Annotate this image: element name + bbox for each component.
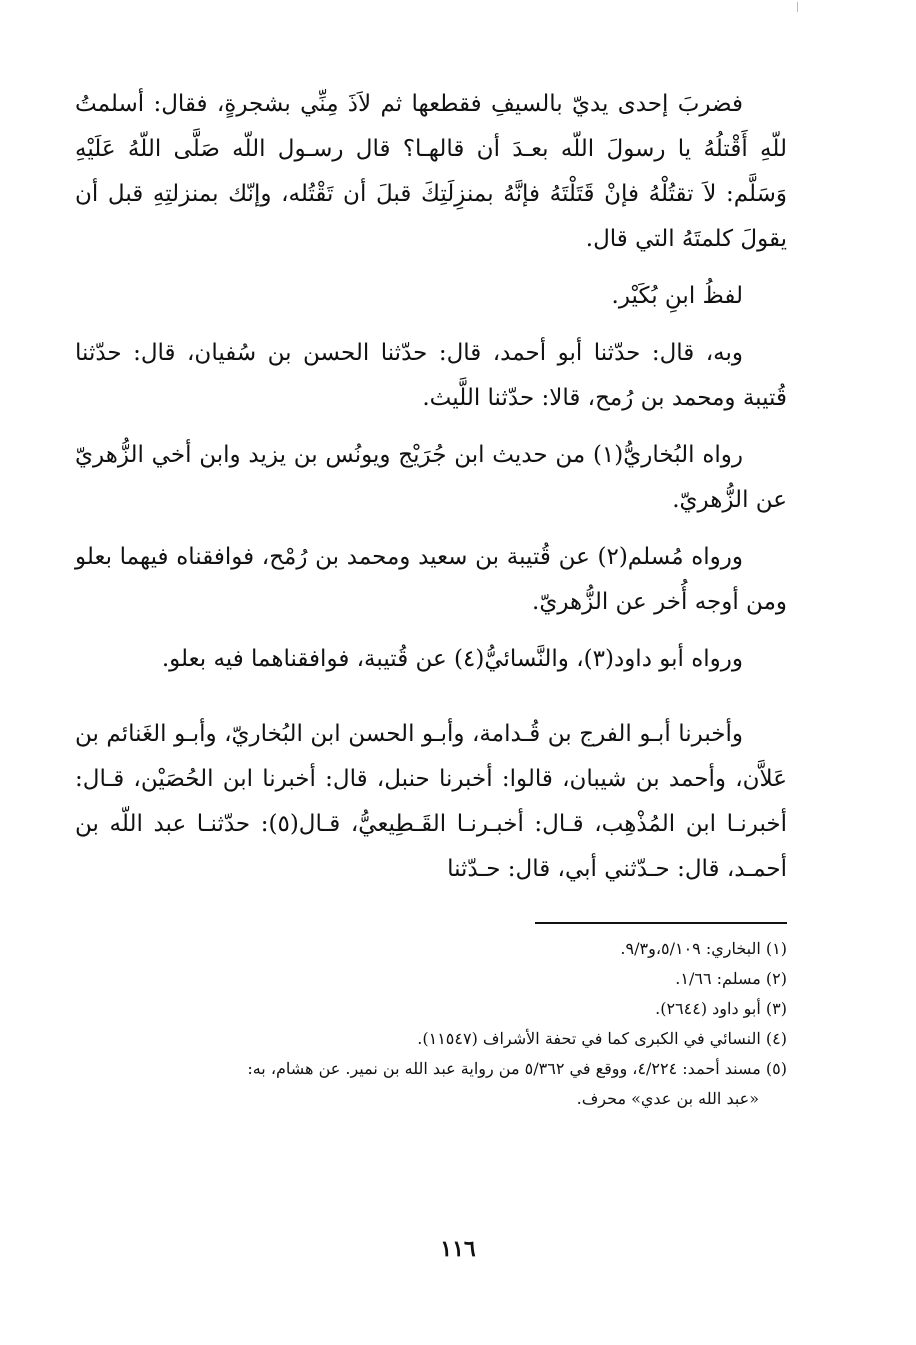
scan-mark bbox=[797, 2, 798, 12]
paragraph-2: لفظُ ابنِ بُكَيْر. bbox=[611, 283, 743, 309]
page-number: ١١٦ bbox=[440, 1236, 476, 1262]
paragraph-5: ورواه مُسلم(٢) عن قُتيبة بن سعيد ومحمد بن رُمْح، فوافقناه فيهما بعلو ومن أوجه أُخر عن الزُّهريّ. bbox=[75, 544, 787, 615]
paragraph-6: ورواه أبو داود(٣)، والنَّسائيُّ(٤) عن قُتيبة، فوافقناهما فيه بعلو. bbox=[161, 646, 743, 672]
page-body bbox=[75, 82, 787, 1114]
footnote-divider bbox=[535, 922, 787, 924]
paragraph-3: وبه، قال: حدّثنا أبو أحمد، قال: حدّثنا الحسن بن سُفيان، قال: حدّثنا قُتيبة ومحمد بن رُمح، قالا: حدّثنا اللَّيث. bbox=[75, 340, 787, 411]
footnote-5: (٥) مسند أحمد: ٤/٢٢٤، ووقع في ٥/٣٦٢ من رواية عبد الله بن نمير. عن هشام، به: bbox=[247, 1059, 787, 1078]
paragraph-4: رواه البُخاريُّ(١) من حديث ابن جُرَيْج ويونُس بن يزيد وابن أخي الزُّهريّ عن الزُّهريّ. bbox=[75, 442, 787, 513]
footnote-3: (٣) أبو داود (٢٦٤٤). bbox=[655, 999, 787, 1018]
footnote-2: (٢) مسلم: ١/٦٦. bbox=[675, 969, 787, 988]
paragraph-1: فضربَ إحدى يديّ بالسيفِ فقطعها ثم لاَذَ مِنِّي بشجرةٍ، فقال: أسلمتُ للّهِ أَقْتلُهُ يا رسولَ اللّه بعـدَ أن قالهـا؟ قال رسـول اللّه صَلَّى اللّهُ عَلَيْهِ وَسَلَّم: لاَ تقتُلْهُ فإنْ قَتَلْتَهُ فإنَّهُ بمنزِلَتِكَ قبلَ أن تَقْتُله، وإنّك بمنزلتِهِ قبل أن يقولَ كلمتَهُ التي قال. bbox=[75, 91, 787, 252]
footnote-5-continuation: «عبد الله بن عدي» محرف. bbox=[576, 1089, 759, 1108]
footnote-4: (٤) النسائي في الكبرى كما في تحفة الأشراف (١١٥٤٧). bbox=[417, 1029, 787, 1048]
footnote-1: (١) البخاري: ٥/١٠٩،و٩/٣. bbox=[620, 939, 787, 958]
footnotes bbox=[75, 934, 787, 1114]
paragraph-7: وأخبرنا أبـو الفرج بن قُـدامة، وأبـو الحسن ابن البُخاريّ، وأبـو الغَنائم بن عَلاَّن، وأحمد بن شيبان، قالوا: أخبرنا حنبل، قال: أخبرنا ابن الحُصَيْن، قـال: أخبرنـا ابن المُذْهِب، قـال: أخبـرنـا القَـطِيعيُّ، قـال(٥): حدّثنـا عبد اللّه بن أحمـد، قال: حـدّثني أبي، قال: حـدّثنا bbox=[75, 721, 787, 882]
